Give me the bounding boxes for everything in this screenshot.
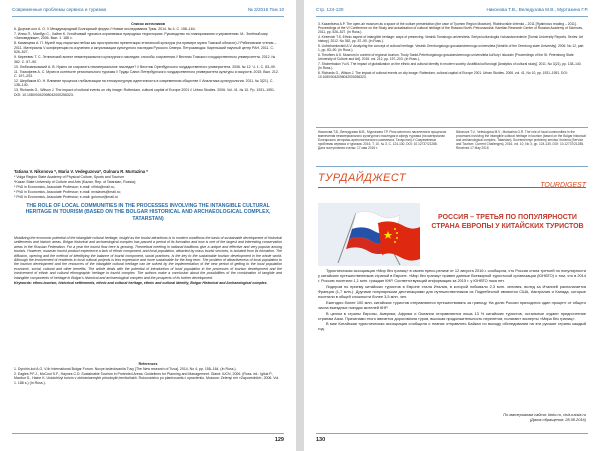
reference-item: 8. Казанцева А. П. Музей под открытым небом как пространство презентации этнической культуры (на примере музея Томской области) // Рябиновские чтения – 2011. Материалы V конференции по изучению и актуализации культурного наследия Русского Севера. Петрозаводск: Карельский научный центр РАН, 2011. С. 526–527. bbox=[14, 41, 277, 55]
reference-item: 5. Liubichankovskii A.V. Analyzing the concept of cultural heritage. Vestnik Orenburgskogo gosudarstvennogo universiteta [Vestnik of the Orenburg state University]. 2006. No 12, part 1, pp. 83–90. (In Russ.). bbox=[318, 44, 584, 53]
affiliation: * PhD in Economics, Associate Professor; e-mail: vi9rtu@mail.ru; bbox=[14, 185, 115, 189]
citation-en-text: Nikonova T.V., Veledugova M.V., Murtazina G.R. The role of local communities in the processes involving the intangible cultural heritage in tourism (based on the Bolgar historical and archaeological complex, Tatarstan). Sovremennye problemy servisa i turizma [Service and Tourism: Current Challenges]. 2016. vol. 10, No 3, pp. 124-130. DOI: 10.12737/21288. bbox=[456, 130, 586, 146]
references-en-continued bbox=[318, 22, 586, 80]
references-heading: References bbox=[138, 362, 158, 366]
reference-item: 13. Richards G., Wilson J. The impact of cultural events on city image: Rotterdam, cultural capital of Europe 2001 // Urban Studies. 2006. Vol. 41. № 10. Pp. 1931–1951. DOI: 10.1080/0042098042000256323. bbox=[14, 88, 275, 97]
reference-item: 3. Kazantseva A.P. The open-air museum as a space of the culture presentation (the case of Tyumen Region Museum). Riabinovskie chteniia – 2011 [Ryabinovo reading – 2011]. Proceedings of the VI Conference on the Study and actualization of cultural heritage of the Russian North. Petrozavodsk: Karelian Research Center of Russian Academy of Sciences, 2011, pp. 526–527. (In Russ.). bbox=[318, 22, 583, 35]
page-number: 130 bbox=[316, 437, 326, 443]
reference-item: 7. Илюк П., Манбур С., Хайне К. Устойчивый туризм в охраняемых природных территориях. Руководство по планированию и управлению. М.: Зелёный мир «Заповедники», 2006. Вып. 1. 188 с. bbox=[14, 32, 268, 41]
body-paragraph: В целом в страны Европы, Америки, Африки и Океании отправляются лишь 13 % китайских туристов, остальные отдают предпочтение странам Азии. Причинами этого является дорогови́зна туров, высокая продолжительность перелетов, полагают эксперты «Мира без границ». bbox=[318, 310, 586, 321]
divider bbox=[316, 166, 588, 167]
body-paragraph: Лидером по приему китайских туристов в Европе стала Италия, в которой побывало 2,3 млн. человек, вслед за Италией располагается Франция (1,7 млн.). Другими популярными дестинациями для путешественников из Поднебесной являются США, Австралия и Канада, которые посетили в общей сложности более 3,5 млн. чел. bbox=[318, 283, 586, 300]
digest-body bbox=[318, 268, 586, 332]
references-ru bbox=[14, 22, 282, 98]
header-authors: Никонова Т.В., Веледузова М.В., Муртазина Г.Р. bbox=[486, 7, 588, 12]
body-paragraph: В мае Китайская туристическая ассоциация сообщила о планах отправлять Байкал по выходу обследования на эти русские страны каждый год. bbox=[318, 321, 586, 332]
abstract bbox=[14, 236, 282, 286]
references-heading: Список источников bbox=[131, 22, 165, 26]
digest-article-title: РОССИЯ – ТРЕТЬЯ ПО ПОПУЛЯРНОСТИ СТРАНА ЕВРОПЫ У КИТАЙСКИХ ТУРИСТОВ bbox=[431, 214, 584, 230]
journal-title: Современные проблемы сервиса и туризма bbox=[12, 7, 107, 12]
section-label-ru: ТУРДАЙДЖЕСТ bbox=[318, 172, 407, 184]
page-header bbox=[12, 5, 284, 17]
page-header bbox=[316, 5, 588, 17]
abstract-text: Mobilizing the economic potential of the intangible cultural heritage, insight as the tourist attractions is in modern conditions the basis of sustainable development of historical settlements and historic areas. Bolgar historical and archaeological complex has passed a period of its formation and now is one of the largest and interesting conservation areas in the Russian Federation. For a year the tourist flow here is growing. Theoretical meeting in national traditions give a unique and effective and very popular among tourists. However, museum tourist product experience a lack of ethnic component, and local population, attracted by mass tourist services, is isolated from its formation. The diffusion, opening and the method of identifying the balance of tourist component, social practices, is the key to the sustainable tourism development in the whole world. Although the involvement of residents in local cultural projects is less expressive and more sustainable for the long term. The problem of attractiveness of local population to the tourism development and the resources of the intangible cultural heritage can be solved by the implementation of the new period of getting to the local population economic, social, cultural and other benefits. The article deals with the potential of introduction of local population in the processes of tourism development and the involvement of ethnic and cultural ethnographic heritage in tourist complex. The authors make a conclusion about the possibilities of the combination of tangible and intangible components of heritage in Bolgar's historical and archaeological complex and the prospects of its further development. bbox=[14, 236, 282, 280]
affiliation: * Volga Region State Academy of Physical Culture, Sports and Tourism bbox=[14, 175, 124, 179]
reference-item: 7. Shcherbakov Yu.N. The impact of globalization on the ethnic and cultural identity in modern society. Analitika kul'turologii [Analytics of cultural study]. 2011. No 3(21), pp. 138–140. (In Russ.). bbox=[318, 62, 582, 71]
received-ru: Дата поступления статьи: 17 мая 2016 г. bbox=[318, 146, 378, 150]
body-paragraph: Туристическая ассоциация «Мир без границ» в своем пресс-релизе от 12 августа 2016 г. сообщила, что Россия стала третьей по популярности у китайских путешественников страной в Европе. «Мир без границ» привел данные Всемирной туристской организации (ЮНВТО) о том, что в 2014 г. Россию посетили 1,1 млн. граждан КНР. Соответствующий информация за 2015 г. у ЮНВТО пока нет. bbox=[318, 268, 586, 284]
reference-item: 10. Любичанковский А. В. Нужно ли сохранять нематериальное наследие? // Вестник Оренбургского государственного университета. 2006. № 12. Ч. 1. С. 83–90. bbox=[14, 64, 276, 69]
citation-en bbox=[456, 130, 586, 150]
citation-ru-text: Никонова Т.В., Веледузова М.В., Муртазина Г.Р. Роль местного населения в процессах вовлечения нематериального культурного наследия в сферу туризма (на материалах Болгарского историко-археологического комплекса, Татарстан) // Современные проблемы сервиса и туризма. 2016. Т. 10. № 3. С. 124-130. DOI: 10.12737/21288. bbox=[318, 130, 447, 146]
references-en bbox=[14, 362, 282, 386]
reference-item: 8. Richards G., Wilson J. The impact of cultural events on city image: Rotterdam, cultural capital of Europe 2001. Urban Studies. 2006. vol. 41, No 10, pp. 1931–1951. DOI: 10.1080/0042098042000256323. bbox=[318, 71, 568, 80]
russia-china-flags-image bbox=[318, 203, 420, 266]
section-label-en: TOURDIGEST bbox=[540, 182, 586, 189]
source-date: (Дата обращения: 28.08.2016) bbox=[529, 417, 586, 422]
body-paragraph: Ежегодно более 100 млн. китайских туристов отправляются путешествовать за границу. На долю России приходится один процент от общего числа выездных поездок жителей КНР. bbox=[318, 299, 586, 310]
reference-item: 9. Киреевич Т. С. Этнический аспект нематериального культурного наследия: способы сохранения // Вестник Томского государственного университета. 2012. № 362. С. 87–90. bbox=[14, 55, 276, 64]
digest-source bbox=[318, 412, 586, 422]
reference-item: 2. Eagles P.F.J., McCool S.F., Haynes C.D. Sustainable Tourism in Protected Areas: Guidelines for Planning and Management. Gland: IUCN, 2006. (Russ. ed.: Igliuk P., Manbur S., Haine K. Ustoichivyi turizm v okhraniaemykh prirodnykh territoriiakh. Rukovodstvo po planirovaniiu i upravleniiu. Moscow: Zelenyi mir «Zapovedniki», 2006. Vol. 1. 188 s.) (In Russ.). bbox=[14, 372, 280, 385]
reference-item: 11. Тимофеев А. С. Музеи в контексте регионального туризма // Труды Санкт-Петербургского государственного университета культуры и искусств. 2015. Вып. 212. С. 197–203. bbox=[14, 69, 279, 79]
issue-info: № 3/2016 Том 10 bbox=[247, 7, 284, 12]
author-block bbox=[14, 170, 282, 200]
reference-item: 6. Timofeev A.S. Museum in context of regional tourism. Trudy Sankt-Peterburgskogo gosudarstvennogo universiteta kul'tury i iskusstv [Proceedings of the St. Petersburg State University of Culture and Art]. 2015. vol. 212, pp. 197–203. (In Russ.). bbox=[318, 53, 574, 62]
page-footer bbox=[316, 433, 588, 446]
reference-item: 12. Шербаков Ю. Н. Влияние процесса глобализации на этнокультурную идентичность в современном обществе // Аналитика культурологии. 2011. № 3(21). С. 138–140. bbox=[14, 79, 274, 88]
affiliation: *Kazan State University of Culture and Arts (Kazan, Rep. of Tatarstan, Russia); bbox=[14, 180, 137, 184]
reference-item: 4. Kireevich T.S. Ethnic aspect of intangible heritage: ways of preserving. Vestnik Tomskogo universiteta. Seriya kulturologiia i iskusstvovedenie [Tomsk University Reports. Series: Art history]. 2012. No 362, pp. 87–90. (In Russ.). bbox=[318, 35, 584, 44]
page-footer bbox=[12, 433, 284, 446]
reference-item: 1. Dyrchin-kol A.O. V-th International Bolgar Forum. Novye issledovaniia Tuvy [The New research of Tuva]. 2014. No 4, pp. 158–164. (In Russ.). bbox=[14, 367, 237, 371]
page-number: 129 bbox=[274, 437, 284, 443]
affiliation: * PhD in Economics, Associate Professor; e-mail: mvslaves@mail.ru; bbox=[14, 190, 121, 194]
affiliation: * PhD in Economics, Associate Professor; e-mail: gulumur@mail.ru bbox=[14, 195, 118, 199]
source-text: По материалам сайта: ktoto.ru, visit-russia.ru bbox=[503, 412, 586, 417]
citation-box bbox=[316, 130, 586, 162]
keywords: Keywords: ethno-tourism, historical settlements, ethnic and cultural heritage, ethnic and cultural identity, Bolgar Historical and Archaeological complex. bbox=[14, 280, 268, 285]
page-range: Стр. 124-130 bbox=[316, 7, 344, 12]
right-page bbox=[304, 0, 600, 451]
citation-ru bbox=[318, 130, 448, 150]
article-title: THE ROLE OF LOCAL COMMUNITIES IN THE PROCESSES INVOLVING THE INTANGIBLE CULTURAL HERITAGE IN TOURISM (BASED ON THE BOLGAR HISTORICAL AND ARCHAEOLOGICAL COMPLEX, TATARSTAN) bbox=[25, 203, 271, 222]
divider bbox=[316, 127, 588, 128]
received-en: Received 17 May 2016 bbox=[456, 146, 489, 150]
left-page bbox=[0, 0, 296, 451]
authors: Tatiana V. Nikonova *, Maria V. Vedeguzova*, Gulnara R. Murtazina * bbox=[14, 169, 148, 174]
reference-item: 6. Дырчин-кол А. О. V Международный Болгарский форум // Новые исследования Тувы. 2014. № 4. С. 158–164. bbox=[14, 27, 196, 31]
